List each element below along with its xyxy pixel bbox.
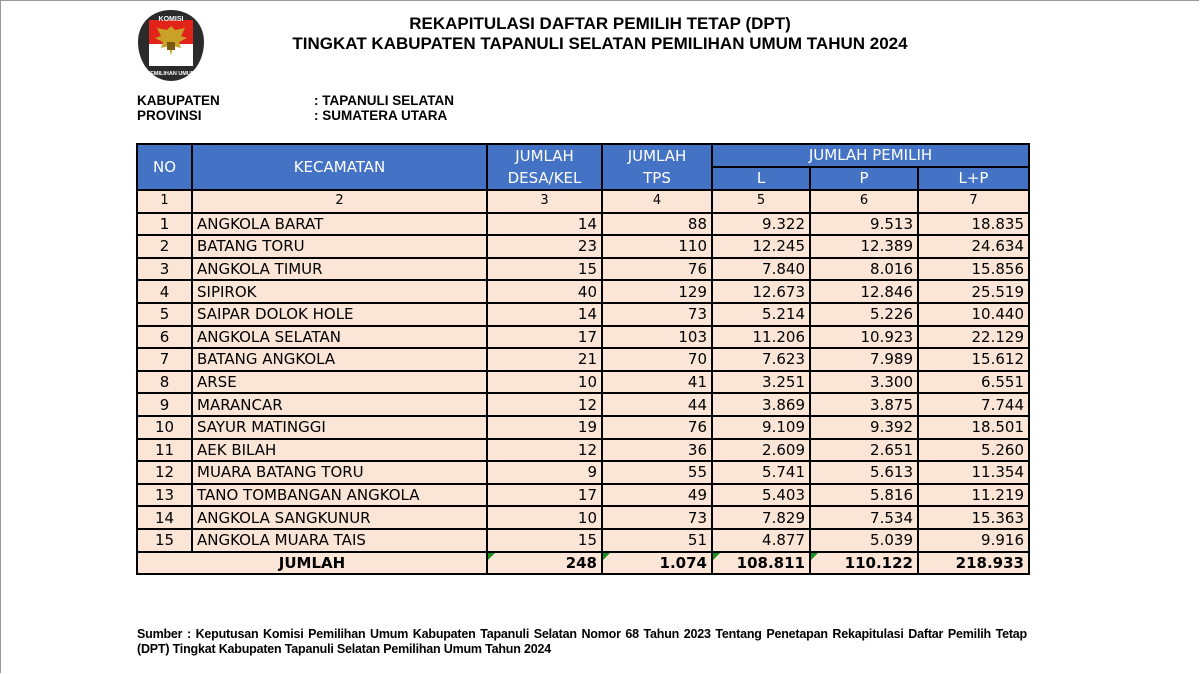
kpu-logo-icon: [136, 8, 206, 82]
cell-tps: 129: [602, 280, 712, 303]
cell-desa: 21: [487, 348, 602, 371]
cell-desa: 14: [487, 213, 602, 236]
cell-kecamatan: AEK BILAH: [192, 439, 487, 462]
table-row: [137, 371, 1029, 394]
formula-marker-icon: [488, 553, 495, 560]
header-kecamatan: KECAMATAN: [192, 144, 487, 190]
total-desa: [487, 552, 602, 575]
cell-p: 3.300: [810, 371, 918, 394]
cell-no: 12: [137, 461, 192, 484]
cell-p: 10.923: [810, 326, 918, 349]
total-p: [810, 552, 918, 575]
region-info: [137, 93, 454, 123]
cell-l: 7.840: [712, 258, 810, 281]
cell-lp: 18.835: [918, 213, 1029, 236]
cell-desa: 14: [487, 303, 602, 326]
cell-desa: 15: [487, 529, 602, 552]
table-row: [137, 461, 1029, 484]
header-tps: [602, 144, 712, 190]
cell-lp: 24.634: [918, 235, 1029, 258]
cell-tps: 51: [602, 529, 712, 552]
table-row: [137, 258, 1029, 281]
cell-l: 5.403: [712, 484, 810, 507]
cell-kecamatan: ANGKOLA MUARA TAIS: [192, 529, 487, 552]
cell-no: 13: [137, 484, 192, 507]
cell-desa: 17: [487, 484, 602, 507]
cell-no: 6: [137, 326, 192, 349]
logo-text-bottom: PEMILIHAN UMUM: [146, 71, 196, 77]
cell-lp: 11.354: [918, 461, 1029, 484]
cell-no: 9: [137, 393, 192, 416]
cell-kecamatan: ANGKOLA SANGKUNUR: [192, 506, 487, 529]
cell-no: 15: [137, 529, 192, 552]
index-cell: 4: [602, 190, 712, 213]
cell-desa: 19: [487, 416, 602, 439]
cell-no: 3: [137, 258, 192, 281]
index-cell: 1: [137, 190, 192, 213]
cell-desa: 12: [487, 393, 602, 416]
cell-desa: 40: [487, 280, 602, 303]
dpt-table: [136, 143, 1030, 575]
cell-no: 8: [137, 371, 192, 394]
cell-l: 12.673: [712, 280, 810, 303]
cell-l: 4.877: [712, 529, 810, 552]
table-row: [137, 416, 1029, 439]
provinsi-value: : SUMATERA UTARA: [314, 108, 448, 123]
total-row: [137, 552, 1029, 575]
cell-p: 7.534: [810, 506, 918, 529]
index-cell: 7: [918, 190, 1029, 213]
total-p-value: 110.122: [844, 553, 913, 572]
cell-desa: 10: [487, 371, 602, 394]
cell-kecamatan: ANGKOLA TIMUR: [192, 258, 487, 281]
table-row: [137, 303, 1029, 326]
total-lp: [918, 552, 1029, 575]
provinsi-label: PROVINSI: [137, 108, 202, 123]
cell-tps: 88: [602, 213, 712, 236]
cell-lp: 9.916: [918, 529, 1029, 552]
cell-p: 5.816: [810, 484, 918, 507]
header-lp: L+P: [918, 167, 1029, 190]
cell-p: 3.875: [810, 393, 918, 416]
header-tps-line2: TPS: [643, 169, 671, 187]
cell-p: 12.389: [810, 235, 918, 258]
cell-lp: 7.744: [918, 393, 1029, 416]
cell-no: 7: [137, 348, 192, 371]
cell-kecamatan: SIPIROK: [192, 280, 487, 303]
cell-kecamatan: SAIPAR DOLOK HOLE: [192, 303, 487, 326]
header-l: L: [712, 167, 810, 190]
cell-kecamatan: ANGKOLA SELATAN: [192, 326, 487, 349]
cell-no: 10: [137, 416, 192, 439]
cell-tps: 36: [602, 439, 712, 462]
cell-no: 5: [137, 303, 192, 326]
kabupaten-row: [137, 93, 454, 108]
index-cell: 6: [810, 190, 918, 213]
column-index-row: [137, 190, 1029, 213]
cell-kecamatan: ANGKOLA BARAT: [192, 213, 487, 236]
cell-tps: 70: [602, 348, 712, 371]
page-title: [220, 14, 980, 54]
cell-p: 12.846: [810, 280, 918, 303]
total-l: [712, 552, 810, 575]
header-jumlah-pemilih: JUMLAH PEMILIH: [712, 144, 1029, 167]
table-row: [137, 439, 1029, 462]
cell-tps: 73: [602, 303, 712, 326]
header-row-1: [137, 144, 1029, 167]
cell-p: 5.039: [810, 529, 918, 552]
source-note: Sumber : Keputusan Komisi Pemilihan Umum Kabupaten Tapanuli Selatan Nomor 68 Tahun 2023 Tentang Penetapan Rekapitulasi Daftar Pemilih Tetap (DPT) Tingkat Kabupaten Tapanuli Selatan Pemilihan Umum Tahun 2024: [137, 627, 1027, 656]
cell-lp: 22.129: [918, 326, 1029, 349]
cell-l: 12.245: [712, 235, 810, 258]
cell-kecamatan: MUARA BATANG TORU: [192, 461, 487, 484]
table-row: [137, 529, 1029, 552]
cell-tps: 44: [602, 393, 712, 416]
cell-lp: 15.856: [918, 258, 1029, 281]
cell-kecamatan: BATANG ANGKOLA: [192, 348, 487, 371]
total-label: JUMLAH: [137, 552, 487, 575]
total-desa-value: 248: [565, 553, 597, 572]
cell-lp: 6.551: [918, 371, 1029, 394]
cell-lp: 10.440: [918, 303, 1029, 326]
cell-tps: 73: [602, 506, 712, 529]
cell-l: 3.869: [712, 393, 810, 416]
header-desa-line2: DESA/KEL: [507, 169, 582, 187]
cell-l: 3.251: [712, 371, 810, 394]
header-tps-line1: JUMLAH: [627, 147, 687, 165]
total-tps: [602, 552, 712, 575]
index-cell: 2: [192, 190, 487, 213]
cell-p: 8.016: [810, 258, 918, 281]
table-row: [137, 326, 1029, 349]
cell-desa: 17: [487, 326, 602, 349]
cell-l: 9.322: [712, 213, 810, 236]
cell-l: 5.741: [712, 461, 810, 484]
total-lp-value: 218.933: [955, 553, 1024, 572]
cell-l: 9.109: [712, 416, 810, 439]
header-p: P: [810, 167, 918, 190]
cell-l: 7.623: [712, 348, 810, 371]
kabupaten-label: KABUPATEN: [137, 93, 220, 108]
cell-lp: 25.519: [918, 280, 1029, 303]
cell-kecamatan: BATANG TORU: [192, 235, 487, 258]
cell-kecamatan: SAYUR MATINGGI: [192, 416, 487, 439]
header-desa: [487, 144, 602, 190]
cell-p: 5.613: [810, 461, 918, 484]
cell-kecamatan: MARANCAR: [192, 393, 487, 416]
cell-l: 2.609: [712, 439, 810, 462]
cell-lp: 5.260: [918, 439, 1029, 462]
cell-desa: 12: [487, 439, 602, 462]
formula-marker-icon: [603, 553, 610, 560]
cell-no: 1: [137, 213, 192, 236]
formula-marker-icon: [811, 553, 818, 560]
cell-lp: 15.363: [918, 506, 1029, 529]
table-row: [137, 506, 1029, 529]
kabupaten-value: : TAPANULI SELATAN: [314, 93, 454, 108]
cell-l: 11.206: [712, 326, 810, 349]
cell-desa: 10: [487, 506, 602, 529]
table-row: [137, 393, 1029, 416]
title-line-1: REKAPITULASI DAFTAR PEMILIH TETAP (DPT): [409, 14, 791, 33]
cell-desa: 9: [487, 461, 602, 484]
cell-p: 9.392: [810, 416, 918, 439]
index-cell: 5: [712, 190, 810, 213]
cell-p: 2.651: [810, 439, 918, 462]
header-desa-line1: JUMLAH: [515, 147, 574, 165]
provinsi-row: [137, 108, 454, 123]
cell-lp: 15.612: [918, 348, 1029, 371]
cell-tps: 49: [602, 484, 712, 507]
table-row: [137, 235, 1029, 258]
table-row: [137, 348, 1029, 371]
cell-kecamatan: TANO TOMBANGAN ANGKOLA: [192, 484, 487, 507]
table-row: [137, 213, 1029, 236]
logo-text-top: KOMISI: [158, 16, 184, 23]
cell-lp: 18.501: [918, 416, 1029, 439]
cell-desa: 23: [487, 235, 602, 258]
cell-lp: 11.219: [918, 484, 1029, 507]
cell-tps: 55: [602, 461, 712, 484]
header-no: NO: [137, 144, 192, 190]
table-row: [137, 280, 1029, 303]
cell-no: 4: [137, 280, 192, 303]
table-row: [137, 484, 1029, 507]
cell-tps: 76: [602, 416, 712, 439]
cell-desa: 15: [487, 258, 602, 281]
cell-kecamatan: ARSE: [192, 371, 487, 394]
cell-tps: 41: [602, 371, 712, 394]
cell-p: 5.226: [810, 303, 918, 326]
index-cell: 3: [487, 190, 602, 213]
cell-p: 9.513: [810, 213, 918, 236]
cell-l: 7.829: [712, 506, 810, 529]
cell-tps: 76: [602, 258, 712, 281]
cell-tps: 103: [602, 326, 712, 349]
cell-no: 11: [137, 439, 192, 462]
cell-tps: 110: [602, 235, 712, 258]
total-l-value: 108.811: [736, 553, 805, 572]
cell-p: 7.989: [810, 348, 918, 371]
formula-marker-icon: [713, 553, 720, 560]
cell-l: 5.214: [712, 303, 810, 326]
cell-no: 2: [137, 235, 192, 258]
total-tps-value: 1.074: [659, 553, 707, 572]
cell-no: 14: [137, 506, 192, 529]
title-line-2: TINGKAT KABUPATEN TAPANULI SELATAN PEMILIHAN UMUM TAHUN 2024: [292, 34, 908, 53]
